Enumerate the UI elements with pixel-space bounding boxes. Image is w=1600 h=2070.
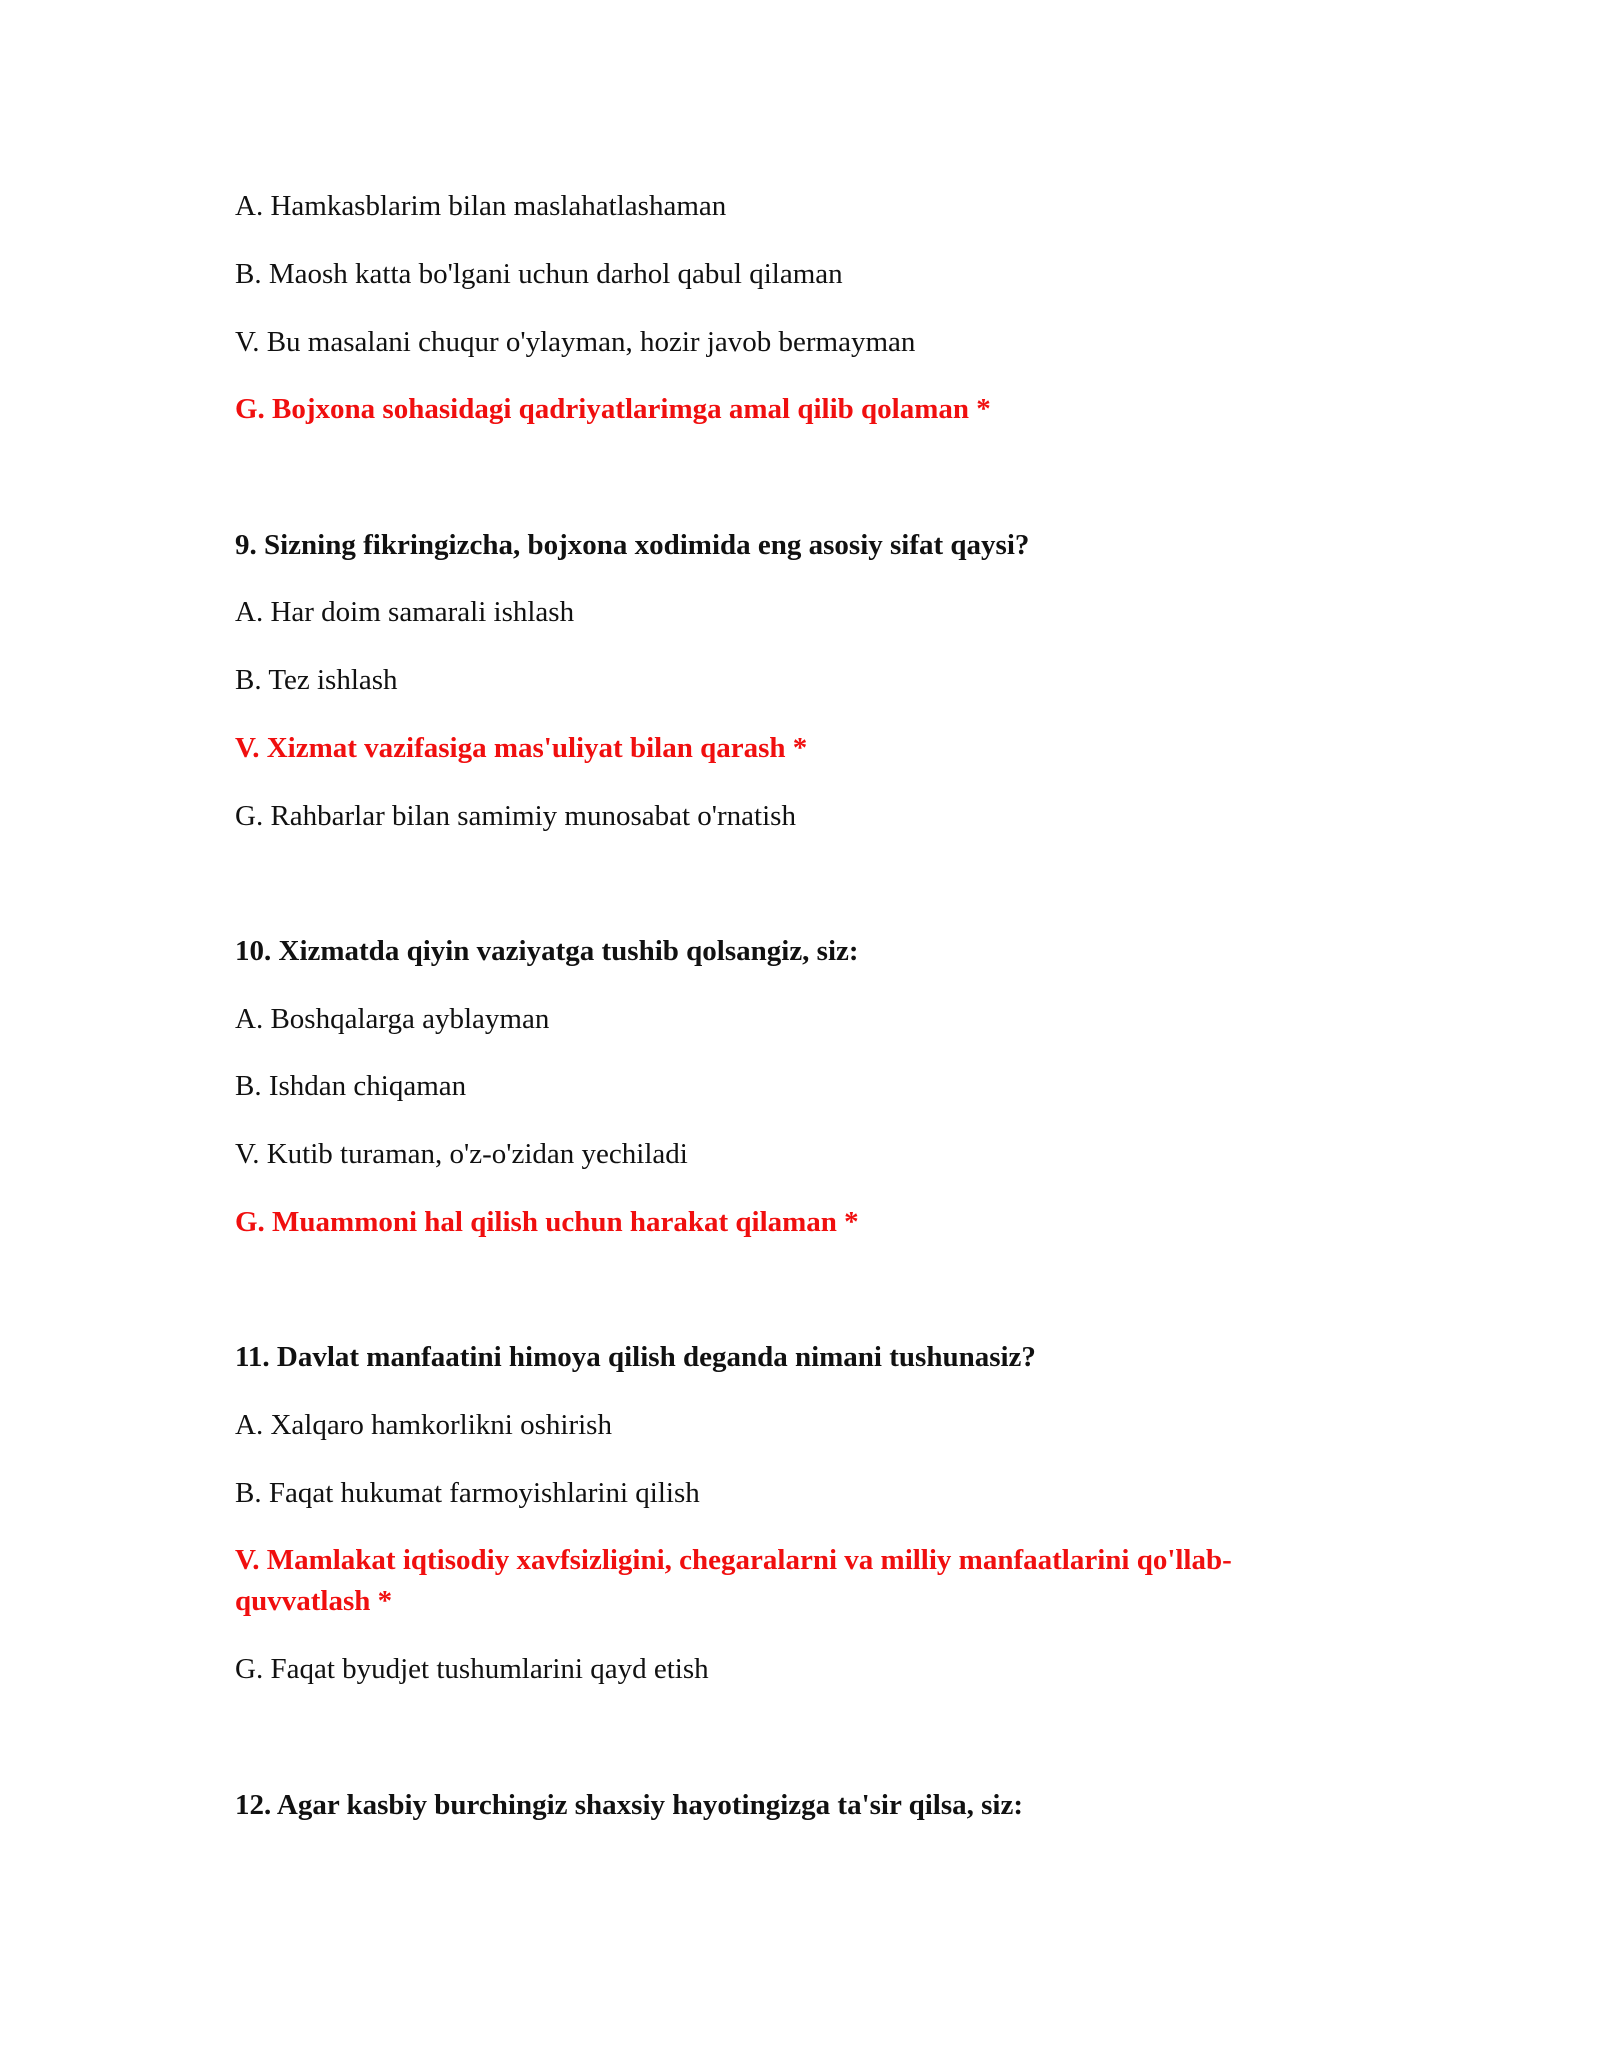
q11-option-v-correct-cont: quvvatlash *: [235, 1585, 393, 1617]
q11-question: 11. Davlat manfaatini himoya qilish deganda nimani tushunasiz?: [235, 1341, 1036, 1373]
q11-option-v-correct: V. Mamlakat iqtisodiy xavfsizligini, chegaralarni va milliy manfaatlarini qo'llab-: [235, 1544, 1232, 1576]
q9-option-g: G. Rahbarlar bilan samimiy munosabat o'rnatish: [235, 800, 796, 832]
q10-option-v: V. Kutib turaman, o'z-o'zidan yechiladi: [235, 1138, 688, 1170]
q10-question: 10. Xizmatda qiyin vaziyatga tushib qolsangiz, siz:: [235, 935, 859, 967]
q11-option-b: B. Faqat hukumat farmoyishlarini qilish: [235, 1477, 700, 1509]
q10-option-b: B. Ishdan chiqaman: [235, 1070, 467, 1102]
q11-option-a: A. Xalqaro hamkorlikni oshirish: [235, 1409, 612, 1441]
q12-question: 12. Agar kasbiy burchingiz shaxsiy hayotingizga ta'sir qilsa, siz:: [235, 1789, 1023, 1821]
q9-question: 9. Sizning fikringizcha, bojxona xodimida eng asosiy sifat qaysi?: [235, 529, 1030, 561]
q8-option-a: A. Hamkasblarim bilan maslahatlashaman: [235, 190, 727, 222]
q9-option-a: A. Har doim samarali ishlash: [235, 596, 575, 628]
q8-option-b: B. Maosh katta bo'lgani uchun darhol qabul qilaman: [235, 258, 843, 290]
q10-option-a: A. Boshqalarga ayblayman: [235, 1003, 550, 1035]
q8-option-g-correct: G. Bojxona sohasidagi qadriyatlarimga amal qilib qolaman *: [235, 393, 991, 425]
q9-option-b: B. Tez ishlash: [235, 664, 398, 696]
q11-option-g: G. Faqat byudjet tushumlarini qayd etish: [235, 1653, 709, 1685]
q10-option-g-correct: G. Muammoni hal qilish uchun harakat qilaman *: [235, 1206, 859, 1238]
q9-option-v-correct: V. Xizmat vazifasiga mas'uliyat bilan qarash *: [235, 732, 808, 764]
q8-option-v: V. Bu masalani chuqur o'ylayman, hozir javob bermayman: [235, 326, 916, 358]
